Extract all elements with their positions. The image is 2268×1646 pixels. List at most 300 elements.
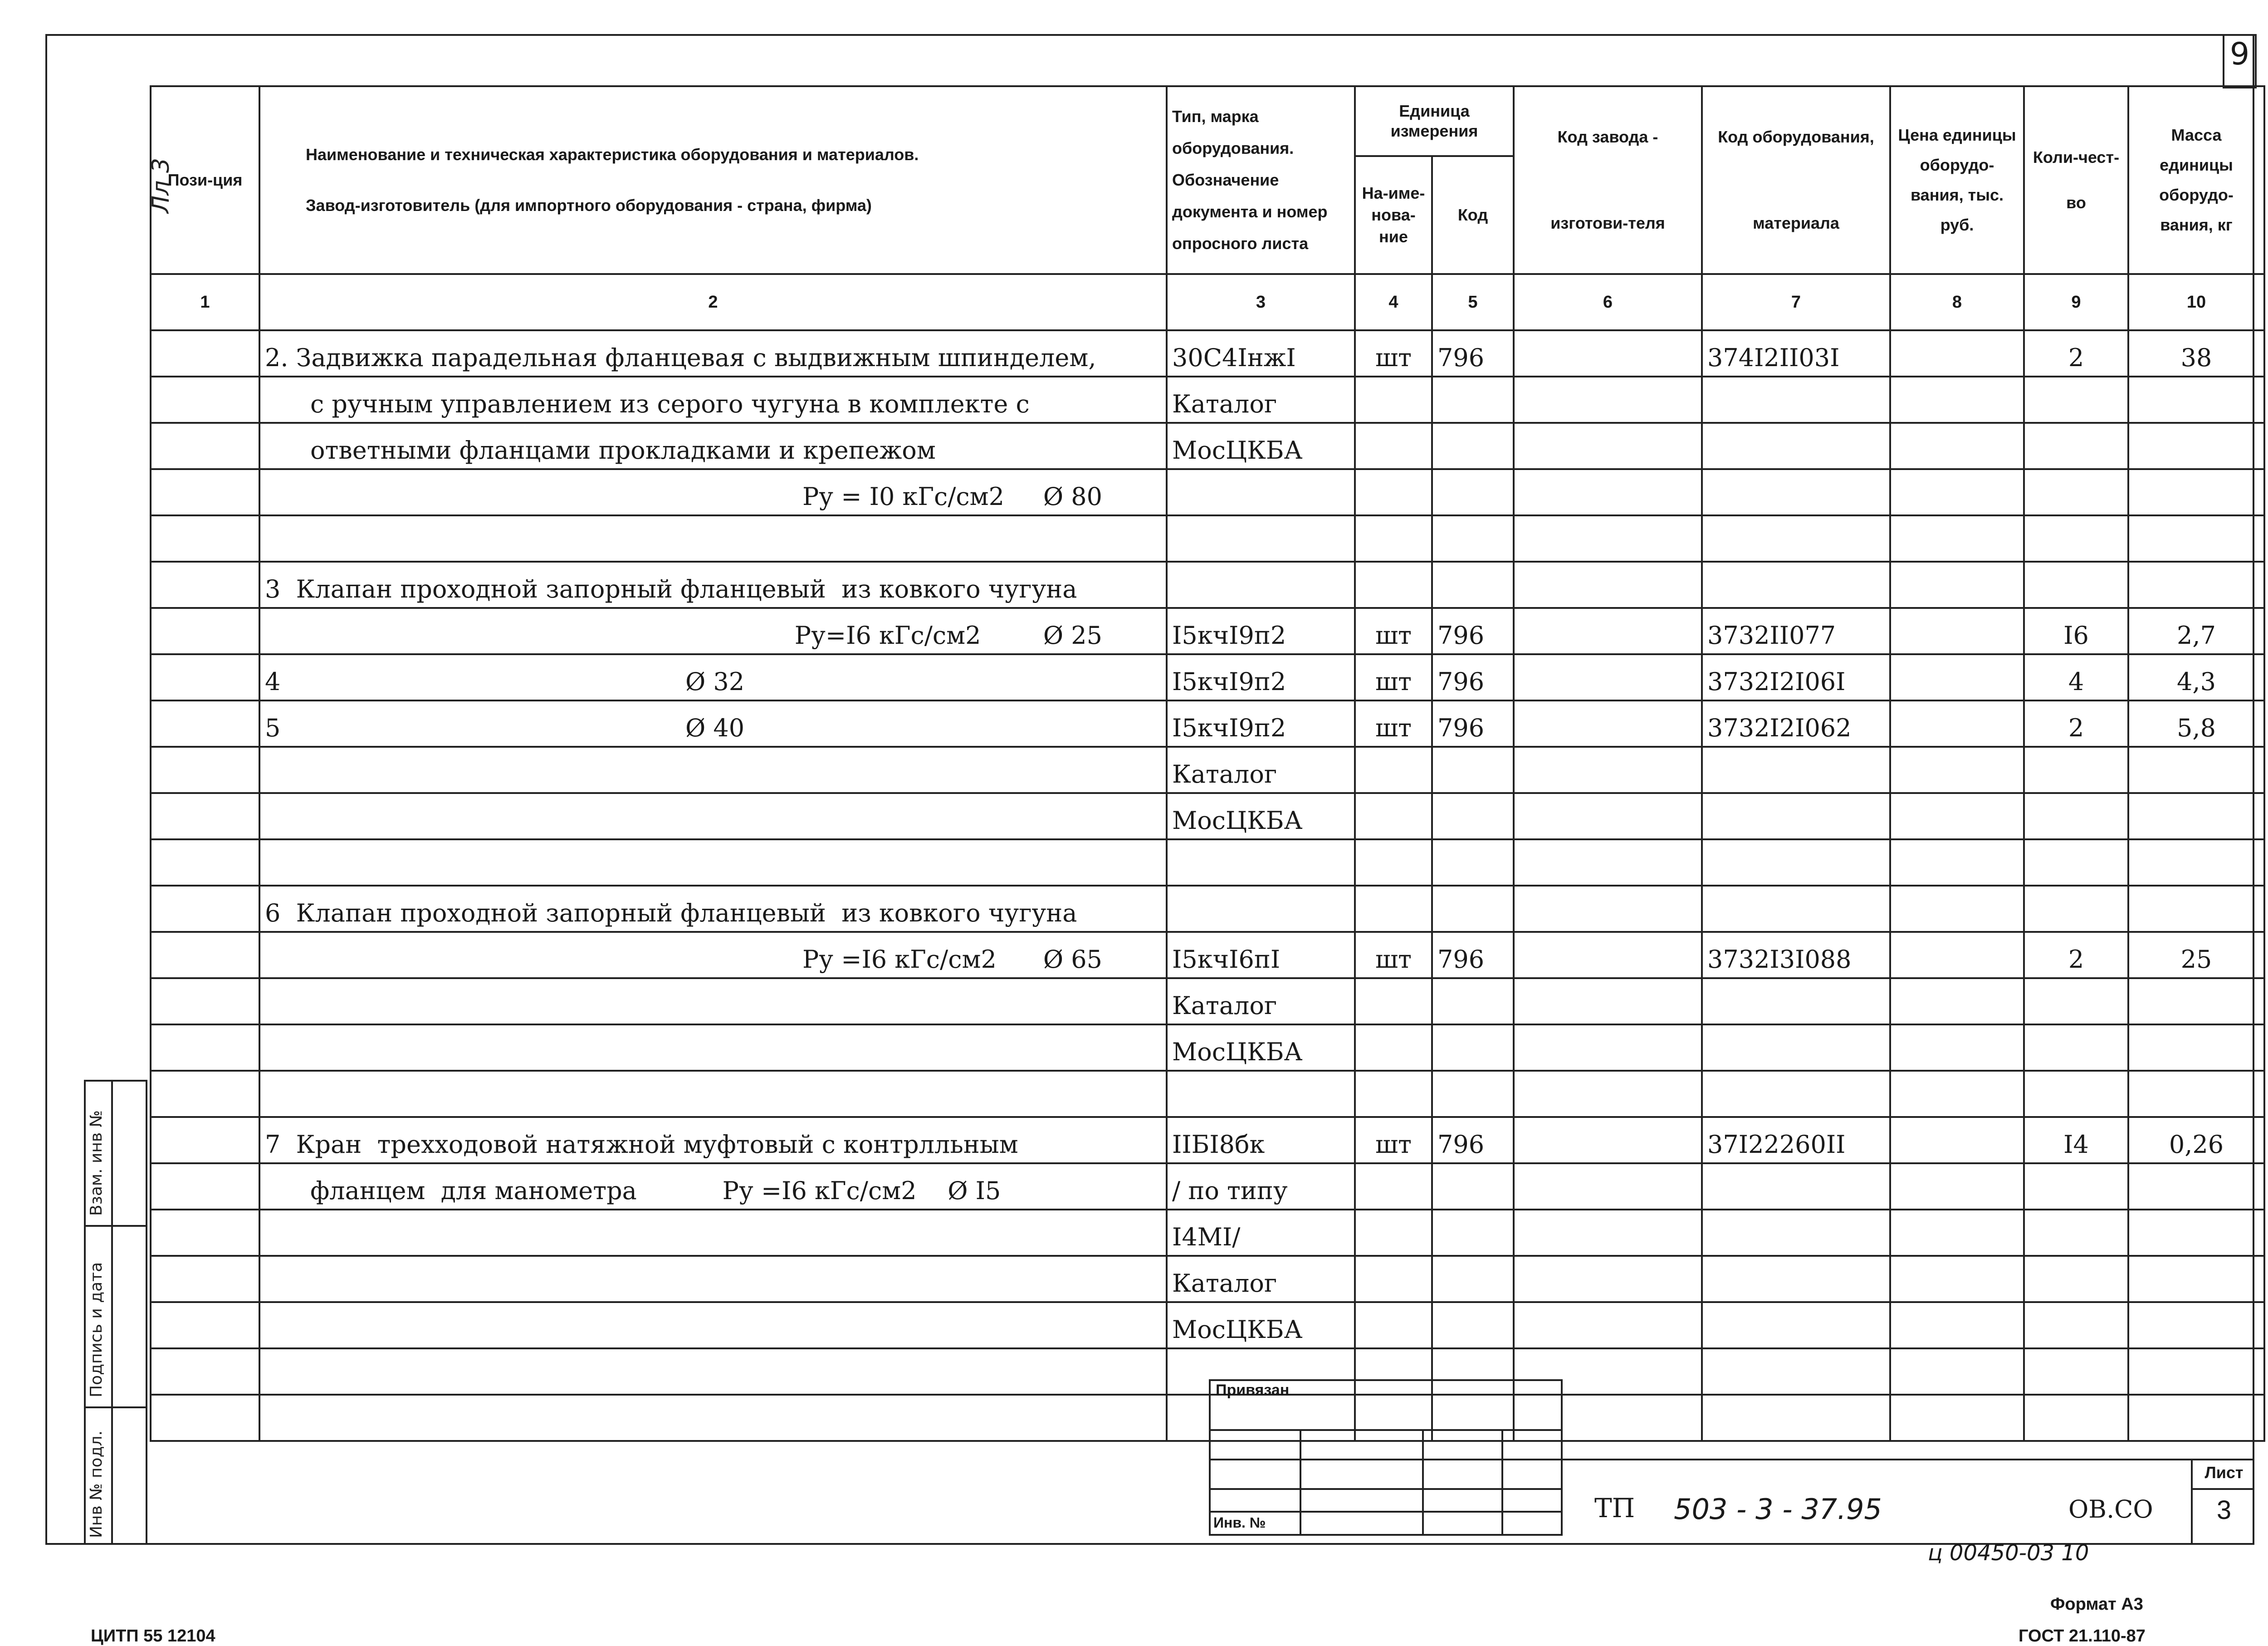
cell-factory	[1514, 1071, 1702, 1117]
header-mass: Масса единицы оборудо-вания, кг	[2128, 86, 2264, 274]
stamp-line	[1300, 1429, 1301, 1536]
cell-code	[1432, 1163, 1514, 1210]
table-row	[151, 1024, 2264, 1071]
table-row	[151, 608, 2264, 654]
cell-unit	[1355, 377, 1432, 423]
header-unit-code: Код	[1432, 156, 1514, 274]
page-number: 9	[2229, 36, 2250, 72]
cell-qty	[2024, 1210, 2128, 1256]
cell-qty	[2024, 469, 2128, 515]
cell-name: Ру =I6 кГс/см2 Ø 65	[259, 932, 1167, 978]
cell-matcode: 3732I2I06I	[1702, 654, 1890, 701]
cell-mass	[2128, 886, 2264, 932]
cell-price	[1890, 1210, 2024, 1256]
label-vzam: Взам. инв №	[87, 1110, 106, 1216]
cell-name: 7 Кран трехходовой натяжной муфтовый с контрлльным	[259, 1117, 1167, 1163]
cell-factory	[1514, 793, 1702, 839]
column-number: 7	[1702, 274, 1890, 330]
cell-name	[259, 1395, 1167, 1441]
cell-mass	[2128, 1163, 2264, 1210]
cell-pos	[151, 423, 259, 469]
cell-price	[1890, 654, 2024, 701]
header-factory-code: Код завода - изготови-теля	[1514, 86, 1702, 274]
cell-name	[259, 978, 1167, 1024]
cell-pos	[151, 1163, 259, 1210]
cell-unit	[1355, 1071, 1432, 1117]
cell-pos	[151, 1210, 259, 1256]
cell-code	[1432, 469, 1514, 515]
cell-type: I5кчI9п2	[1167, 654, 1355, 701]
cell-qty: I4	[2024, 1117, 2128, 1163]
cell-price	[1890, 562, 2024, 608]
cell-factory	[1514, 747, 1702, 793]
table-row	[151, 423, 2264, 469]
cell-name: с ручным управлением из серого чугуна в комплекте с	[259, 377, 1167, 423]
table-row	[151, 377, 2264, 423]
cell-factory	[1514, 330, 1702, 377]
cell-matcode: 3732II077	[1702, 608, 1890, 654]
cell-pos	[151, 469, 259, 515]
cell-unit	[1355, 562, 1432, 608]
cell-mass	[2128, 1395, 2264, 1441]
cell-code	[1432, 1210, 1514, 1256]
cell-unit: шт	[1355, 1117, 1432, 1163]
cell-matcode	[1702, 469, 1890, 515]
cell-factory	[1514, 1210, 1702, 1256]
cell-name	[259, 1256, 1167, 1302]
cell-code	[1432, 978, 1514, 1024]
cell-matcode	[1702, 1395, 1890, 1441]
stamp-privyazan: Привязан	[1216, 1381, 1290, 1399]
cell-pos	[151, 1302, 259, 1348]
table-row	[151, 932, 2264, 978]
cell-pos	[151, 330, 259, 377]
column-number: 1	[151, 274, 259, 330]
cell-name	[259, 1071, 1167, 1117]
cell-pos	[151, 377, 259, 423]
cell-type	[1167, 469, 1355, 515]
stamp-line	[1209, 1511, 1563, 1513]
cell-type: Каталог	[1167, 1256, 1355, 1302]
cell-name: Ру = I0 кГс/см2 Ø 80	[259, 469, 1167, 515]
table-row	[151, 1163, 2264, 1210]
cell-unit	[1355, 839, 1432, 886]
cell-matcode	[1702, 423, 1890, 469]
cell-mass: 2,7	[2128, 608, 2264, 654]
cell-qty	[2024, 515, 2128, 562]
cell-pos	[151, 932, 259, 978]
cell-unit	[1355, 747, 1432, 793]
cell-factory	[1514, 423, 1702, 469]
cell-price	[1890, 978, 2024, 1024]
cell-pos	[151, 978, 259, 1024]
stamp-line	[1209, 1429, 1563, 1431]
cell-pos	[151, 839, 259, 886]
cell-price	[1890, 1163, 2024, 1210]
cell-pos	[151, 515, 259, 562]
cell-price	[1890, 701, 2024, 747]
cell-matcode	[1702, 793, 1890, 839]
cell-unit	[1355, 978, 1432, 1024]
cell-mass	[2128, 978, 2264, 1024]
cell-mass	[2128, 793, 2264, 839]
cell-name	[259, 747, 1167, 793]
label-inv-sub: Инв № подл.	[87, 1430, 106, 1538]
cell-qty: 2	[2024, 330, 2128, 377]
header-unit-name: На-име-нова-ние	[1355, 156, 1432, 274]
cell-price	[1890, 839, 2024, 886]
cell-factory	[1514, 562, 1702, 608]
cell-mass	[2128, 515, 2264, 562]
cell-code	[1432, 515, 1514, 562]
cell-unit	[1355, 1256, 1432, 1302]
cell-unit	[1355, 1210, 1432, 1256]
cell-type: I4МI/	[1167, 1210, 1355, 1256]
cell-name: Ру=I6 кГс/см2 Ø 25	[259, 608, 1167, 654]
cell-mass	[2128, 377, 2264, 423]
cell-qty	[2024, 747, 2128, 793]
print-code: ЦИТП 55 12104	[91, 1626, 215, 1646]
cell-price	[1890, 1302, 2024, 1348]
cell-name: 5 Ø 40	[259, 701, 1167, 747]
cell-price	[1890, 793, 2024, 839]
cell-price	[1890, 1071, 2024, 1117]
stamp-line	[1209, 1488, 1563, 1490]
cell-type	[1167, 515, 1355, 562]
doc-code: ОВ.СО	[2068, 1495, 2153, 1524]
cell-unit: шт	[1355, 701, 1432, 747]
cell-unit: шт	[1355, 654, 1432, 701]
header-unit: Единица измерения	[1355, 86, 1514, 156]
cell-matcode	[1702, 839, 1890, 886]
cell-price	[1890, 1348, 2024, 1395]
table-row	[151, 886, 2264, 932]
cell-matcode	[1702, 1256, 1890, 1302]
cell-code	[1432, 747, 1514, 793]
cell-unit	[1355, 423, 1432, 469]
cell-factory	[1514, 701, 1702, 747]
side-note: Лл 3	[147, 158, 175, 213]
header-type: Тип, марка оборудования. Обозначение документа и номер опросного листа	[1167, 86, 1355, 274]
cell-matcode: 374I2II03I	[1702, 330, 1890, 377]
cell-unit	[1355, 793, 1432, 839]
cell-mass	[2128, 1302, 2264, 1348]
cell-code	[1432, 793, 1514, 839]
cell-code	[1432, 839, 1514, 886]
cell-mass: 5,8	[2128, 701, 2264, 747]
cell-code	[1432, 423, 1514, 469]
cell-qty	[2024, 886, 2128, 932]
table-row	[151, 793, 2264, 839]
cell-price	[1890, 1256, 2024, 1302]
cell-matcode: 37I22260II	[1702, 1117, 1890, 1163]
column-number: 10	[2128, 274, 2264, 330]
cell-pos	[151, 1071, 259, 1117]
table-row	[151, 839, 2264, 886]
cell-factory	[1514, 515, 1702, 562]
cell-factory	[1514, 1117, 1702, 1163]
doc-number: 503 - 3 - 37.95	[1674, 1493, 1882, 1526]
cell-mass	[2128, 747, 2264, 793]
cell-name	[259, 793, 1167, 839]
cell-unit	[1355, 469, 1432, 515]
cell-mass: 0,26	[2128, 1117, 2264, 1163]
cell-mass: 25	[2128, 932, 2264, 978]
sheet-label: Лист	[2204, 1463, 2244, 1482]
cell-mass: 38	[2128, 330, 2264, 377]
cell-price	[1890, 608, 2024, 654]
table-row	[151, 330, 2264, 377]
cell-code	[1432, 377, 1514, 423]
cell-name	[259, 1024, 1167, 1071]
table-row	[151, 747, 2264, 793]
format-label: Формат А3	[2050, 1595, 2143, 1614]
cell-pos	[151, 654, 259, 701]
cell-mass	[2128, 839, 2264, 886]
cell-code: 796	[1432, 654, 1514, 701]
column-number: 6	[1514, 274, 1702, 330]
cell-pos	[151, 608, 259, 654]
table-row	[151, 469, 2264, 515]
cell-price	[1890, 377, 2024, 423]
cell-matcode: 3732I3I088	[1702, 932, 1890, 978]
cell-matcode	[1702, 1163, 1890, 1210]
cell-qty: 4	[2024, 654, 2128, 701]
stamp-line	[1209, 1459, 1563, 1460]
archive-code: ц 00450-03 10	[1928, 1540, 2089, 1566]
header-name-line2: Завод-изготовитель (для импортного оборудования - страна, фирма)	[306, 196, 872, 215]
cell-type: / по типу	[1167, 1163, 1355, 1210]
header-price: Цена единицы оборудо-вания, тыс. руб.	[1890, 86, 2024, 274]
cell-name	[259, 1348, 1167, 1395]
title-block-line	[2191, 1488, 2254, 1490]
cell-name: фланцем для манометра Ру =I6 кГс/см2 Ø I5	[259, 1163, 1167, 1210]
cell-matcode	[1702, 1302, 1890, 1348]
table-row	[151, 1210, 2264, 1256]
stamp-line	[1422, 1429, 1424, 1536]
cell-matcode	[1702, 978, 1890, 1024]
cell-code	[1432, 1256, 1514, 1302]
cell-pos	[151, 793, 259, 839]
cell-factory	[1514, 839, 1702, 886]
title-block-line	[2191, 1459, 2193, 1545]
cell-matcode	[1702, 1348, 1890, 1395]
cell-factory	[1514, 608, 1702, 654]
cell-mass	[2128, 1348, 2264, 1395]
cell-mass: 4,3	[2128, 654, 2264, 701]
cell-code	[1432, 1302, 1514, 1348]
cell-type: МосЦКБА	[1167, 1024, 1355, 1071]
table-row	[151, 1395, 2264, 1441]
title-block-line	[1563, 1459, 2254, 1460]
cell-price	[1890, 747, 2024, 793]
cell-name: 6 Клапан проходной запорный фланцевый из ковкого чугуна	[259, 886, 1167, 932]
cell-name	[259, 839, 1167, 886]
cell-pos	[151, 701, 259, 747]
cell-pos	[151, 886, 259, 932]
cell-price	[1890, 469, 2024, 515]
cell-name: 2. Задвижка парадельная фланцевая с выдвижным шпинделем,	[259, 330, 1167, 377]
cell-type	[1167, 562, 1355, 608]
cell-name: 4 Ø 32	[259, 654, 1167, 701]
table-row	[151, 1071, 2264, 1117]
table-row	[151, 1256, 2264, 1302]
cell-code: 796	[1432, 608, 1514, 654]
cell-qty	[2024, 423, 2128, 469]
cell-price	[1890, 1117, 2024, 1163]
cell-matcode	[1702, 562, 1890, 608]
table-row	[151, 978, 2264, 1024]
cell-qty: 2	[2024, 932, 2128, 978]
cell-factory	[1514, 1163, 1702, 1210]
cell-name	[259, 1302, 1167, 1348]
cell-mass	[2128, 562, 2264, 608]
cell-matcode	[1702, 1071, 1890, 1117]
cell-type: МосЦКБА	[1167, 793, 1355, 839]
table-row	[151, 515, 2264, 562]
cell-mass	[2128, 1256, 2264, 1302]
gost-label: ГОСТ 21.110-87	[2019, 1626, 2146, 1646]
header-name-line1: Наименование и техническая характеристика оборудования и материалов.	[306, 145, 919, 164]
cell-matcode	[1702, 515, 1890, 562]
label-sign-date: Подпись и дата	[87, 1262, 106, 1397]
cell-qty	[2024, 377, 2128, 423]
cell-qty: I6	[2024, 608, 2128, 654]
table-row	[151, 1302, 2264, 1348]
cell-factory	[1514, 932, 1702, 978]
cell-type: 30С4IнжI	[1167, 330, 1355, 377]
cell-type: Каталог	[1167, 747, 1355, 793]
cell-mass	[2128, 423, 2264, 469]
cell-type: I5кчI9п2	[1167, 701, 1355, 747]
cell-pos	[151, 1348, 259, 1395]
cell-qty	[2024, 1302, 2128, 1348]
table-row	[151, 654, 2264, 701]
specification-table	[150, 85, 2265, 1442]
cell-factory	[1514, 377, 1702, 423]
cell-factory	[1514, 978, 1702, 1024]
column-number: 4	[1355, 274, 1432, 330]
doc-prefix: ТП	[1594, 1493, 1635, 1524]
cell-type	[1167, 886, 1355, 932]
cell-type: МосЦКБА	[1167, 1302, 1355, 1348]
cell-factory	[1514, 654, 1702, 701]
header-position: Пози-ция	[151, 86, 259, 274]
cell-type: IIБI8бк	[1167, 1117, 1355, 1163]
cell-unit	[1355, 515, 1432, 562]
table-row	[151, 701, 2264, 747]
column-number: 3	[1167, 274, 1355, 330]
cell-price	[1890, 1024, 2024, 1071]
stamp-inv-no: Инв. №	[1213, 1514, 1266, 1531]
cell-unit	[1355, 1163, 1432, 1210]
cell-code	[1432, 1071, 1514, 1117]
cell-mass	[2128, 469, 2264, 515]
cell-factory	[1514, 469, 1702, 515]
cell-type: Каталог	[1167, 377, 1355, 423]
cell-qty	[2024, 1071, 2128, 1117]
cell-mass	[2128, 1071, 2264, 1117]
binding-divider	[84, 1406, 147, 1408]
table-row	[151, 1117, 2264, 1163]
cell-factory	[1514, 1024, 1702, 1071]
cell-matcode	[1702, 377, 1890, 423]
stamp-line	[1501, 1429, 1503, 1536]
cell-qty	[2024, 1348, 2128, 1395]
header-row	[151, 86, 2264, 156]
cell-matcode	[1702, 886, 1890, 932]
cell-unit: шт	[1355, 932, 1432, 978]
cell-pos	[151, 562, 259, 608]
cell-unit	[1355, 1302, 1432, 1348]
cell-qty	[2024, 1163, 2128, 1210]
sheet-number: 3	[2216, 1495, 2232, 1525]
cell-qty	[2024, 839, 2128, 886]
cell-qty	[2024, 793, 2128, 839]
cell-price	[1890, 932, 2024, 978]
cell-price	[1890, 515, 2024, 562]
cell-factory	[1514, 1256, 1702, 1302]
cell-pos	[151, 1395, 259, 1441]
cell-code	[1432, 562, 1514, 608]
cell-factory	[1514, 886, 1702, 932]
cell-unit	[1355, 886, 1432, 932]
cell-code: 796	[1432, 330, 1514, 377]
header-material-code: Код оборудования, материала	[1702, 86, 1890, 274]
header-name	[259, 86, 1167, 274]
binding-divider	[84, 1225, 147, 1227]
cell-price	[1890, 423, 2024, 469]
column-number: 5	[1432, 274, 1514, 330]
binding-divider	[111, 1080, 113, 1545]
column-number: 9	[2024, 274, 2128, 330]
cell-unit: шт	[1355, 330, 1432, 377]
cell-qty	[2024, 1024, 2128, 1071]
cell-code	[1432, 1024, 1514, 1071]
cell-code: 796	[1432, 932, 1514, 978]
cell-qty: 2	[2024, 701, 2128, 747]
table-row	[151, 1348, 2264, 1395]
cell-qty	[2024, 1256, 2128, 1302]
cell-factory	[1514, 1302, 1702, 1348]
cell-pos	[151, 1024, 259, 1071]
cell-type: I5кчI6пI	[1167, 932, 1355, 978]
cell-type: Каталог	[1167, 978, 1355, 1024]
cell-type: I5кчI9п2	[1167, 608, 1355, 654]
cell-price	[1890, 886, 2024, 932]
cell-mass	[2128, 1024, 2264, 1071]
cell-name	[259, 515, 1167, 562]
cell-price	[1890, 330, 2024, 377]
cell-pos	[151, 1256, 259, 1302]
cell-pos	[151, 1117, 259, 1163]
cell-matcode	[1702, 747, 1890, 793]
cell-code: 796	[1432, 701, 1514, 747]
cell-name: 3 Клапан проходной запорный фланцевый из ковкого чугуна	[259, 562, 1167, 608]
cell-qty	[2024, 978, 2128, 1024]
table-row	[151, 562, 2264, 608]
cell-mass	[2128, 1210, 2264, 1256]
cell-code	[1432, 886, 1514, 932]
cell-matcode: 3732I2I062	[1702, 701, 1890, 747]
cell-qty	[2024, 1395, 2128, 1441]
cell-unit	[1355, 1024, 1432, 1071]
cell-type	[1167, 1071, 1355, 1117]
cell-pos	[151, 747, 259, 793]
cell-code: 796	[1432, 1117, 1514, 1163]
cell-matcode	[1702, 1210, 1890, 1256]
cell-matcode	[1702, 1024, 1890, 1071]
